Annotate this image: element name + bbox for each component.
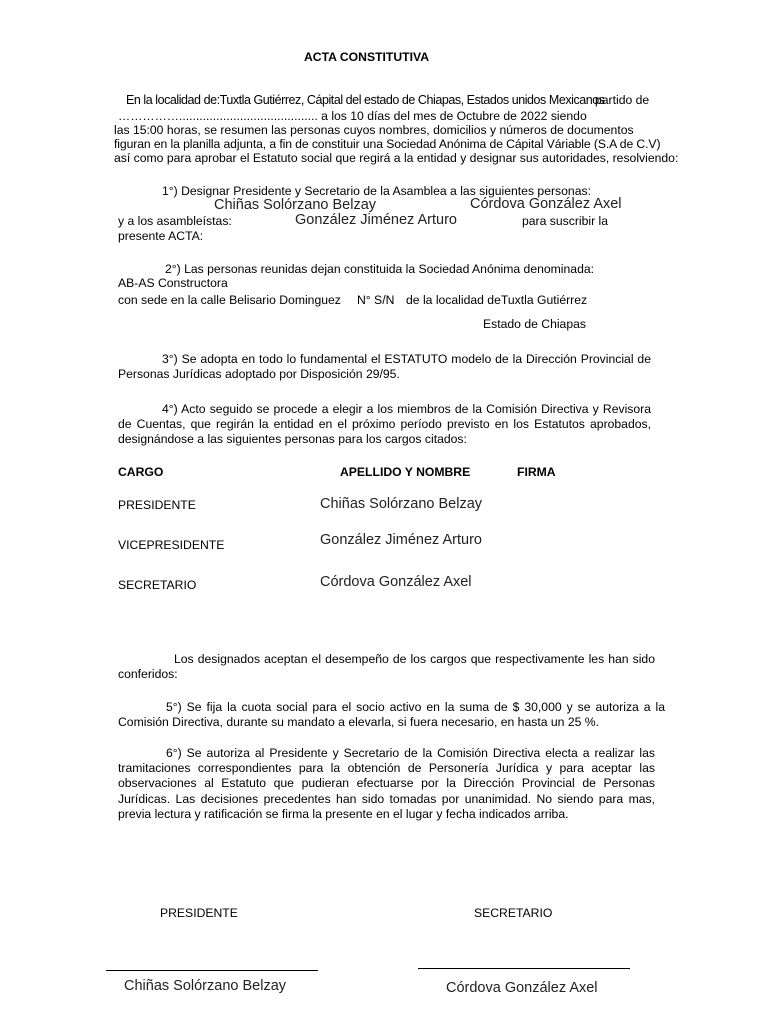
intro-line-3: las 15:00 horas, se resumen las personas cuyos nombres, domicilios y números de documentos bbox=[114, 123, 634, 137]
intro-locality: En la localidad de:Tuxtla Gutiérrez, Cápital del estado de Chiapas, Estados unidos Mexicanos bbox=[126, 93, 605, 107]
p2-line-1: 2°) Las personas reunidas dejan constituida la Sociedad Anónima denominada: bbox=[165, 262, 595, 276]
p1-line-1: 1°) Designar Presidente y Secretario de la Asamblea a las siguientes personas: bbox=[162, 184, 591, 198]
p2-numero: N° S/N bbox=[357, 293, 395, 307]
p6-text: 6°) Se autoriza al Presidente y Secretario de la Comisión Directiva electa a realizar las tramitaciones correspondientes para la obtención de Personería Jurídica y para aceptar las observaciones al Estatuto que pudieran efectuarse por la Dirección Provincial de Personas Jurídicas. Las decisiones precedentes han sido tomadas por unanimidad. No siendo para mas, previa lectura y ratificación se firma la presente en el lugar y fecha indicados arriba. bbox=[118, 746, 655, 821]
p1-line-end: presente ACTA: bbox=[118, 229, 204, 243]
p1-president-name: Chiñas Solórzano Belzay bbox=[214, 197, 377, 213]
table-row-nombre: Chiñas Solórzano Belzay bbox=[320, 496, 483, 512]
p-aceptan-text: Los designados aceptan el desempeño de los cargos que respectivamente les han sido conferidos: bbox=[118, 652, 655, 682]
table-row-nombre: González Jiménez Arturo bbox=[320, 532, 482, 548]
intro-partido: partido de bbox=[595, 93, 650, 107]
p1-asambleistas-label: y a los asambleístas: bbox=[118, 214, 232, 228]
intro-line-5: así como para aprobar el Estatuto social que regirá a la entidad y designar sus autoridades, resolviendo: bbox=[114, 151, 679, 165]
table-header-cargo: CARGO bbox=[118, 465, 164, 479]
p5-text: 5°) Se fija la cuota social para el socio activo en la suma de $ 30,000 y se autoriza a la Comisión Directiva, durante su mandato a elevarla, si fuera necesario, en hasta un 25 %. bbox=[118, 700, 665, 730]
table-row-cargo: PRESIDENTE bbox=[118, 498, 196, 512]
p2-estado: Estado de Chiapas bbox=[483, 317, 586, 331]
p1-asambleista-name: González Jiménez Arturo bbox=[295, 212, 457, 228]
intro-line-4: figuran en la planilla adjunta, a fin de constituir una Sociedad Anónima de Cápital Váriable (S.A de C.V) bbox=[114, 137, 661, 151]
table-row-cargo: SECRETARIO bbox=[118, 578, 197, 592]
document-title: ACTA CONSTITUTIVA bbox=[304, 50, 430, 64]
signature-label-presidente: PRESIDENTE bbox=[160, 906, 238, 920]
signature-name-presidente: Chiñas Solórzano Belzay bbox=[124, 978, 287, 994]
table-row-cargo: VICEPRESIDENTE bbox=[118, 538, 225, 552]
p2-localidad: de la localidad deTuxtla Gutiérrez bbox=[406, 293, 588, 307]
p3-text: 3°) Se adopta en todo lo fundamental el ESTATUTO modelo de la Dirección Provincial de Personas Jurídicas adoptado por Disposición 29/95. bbox=[118, 352, 651, 382]
signature-line-secretario bbox=[418, 968, 630, 969]
p1-secretary-name: Córdova González Axel bbox=[470, 196, 622, 212]
signature-label-secretario: SECRETARIO bbox=[474, 906, 553, 920]
signature-name-secretario: Córdova González Axel bbox=[446, 980, 598, 996]
signature-line-presidente bbox=[106, 970, 318, 971]
p4-text: 4°) Acto seguido se procede a elegir a los miembros de la Comisión Directiva y Revisora de Cuentas, que regirán la entidad en el próximo período previsto en los Estatutos aprobados, designándose a las siguientes personas para los cargos citados: bbox=[118, 402, 651, 447]
table-header-firma: FIRMA bbox=[517, 465, 556, 479]
p2-sede: con sede en la calle Belisario Dominguez bbox=[118, 293, 341, 307]
table-row-nombre: Córdova González Axel bbox=[320, 574, 472, 590]
p1-suscribir: para suscribir la bbox=[522, 214, 609, 228]
p2-company: AB-AS Constructora bbox=[118, 276, 228, 290]
intro-dots-line: ……………......................................... a los 10 días del mes de Octubre de 2022 siendo bbox=[118, 109, 587, 123]
table-header-nombre: APELLIDO Y NOMBRE bbox=[340, 465, 471, 479]
